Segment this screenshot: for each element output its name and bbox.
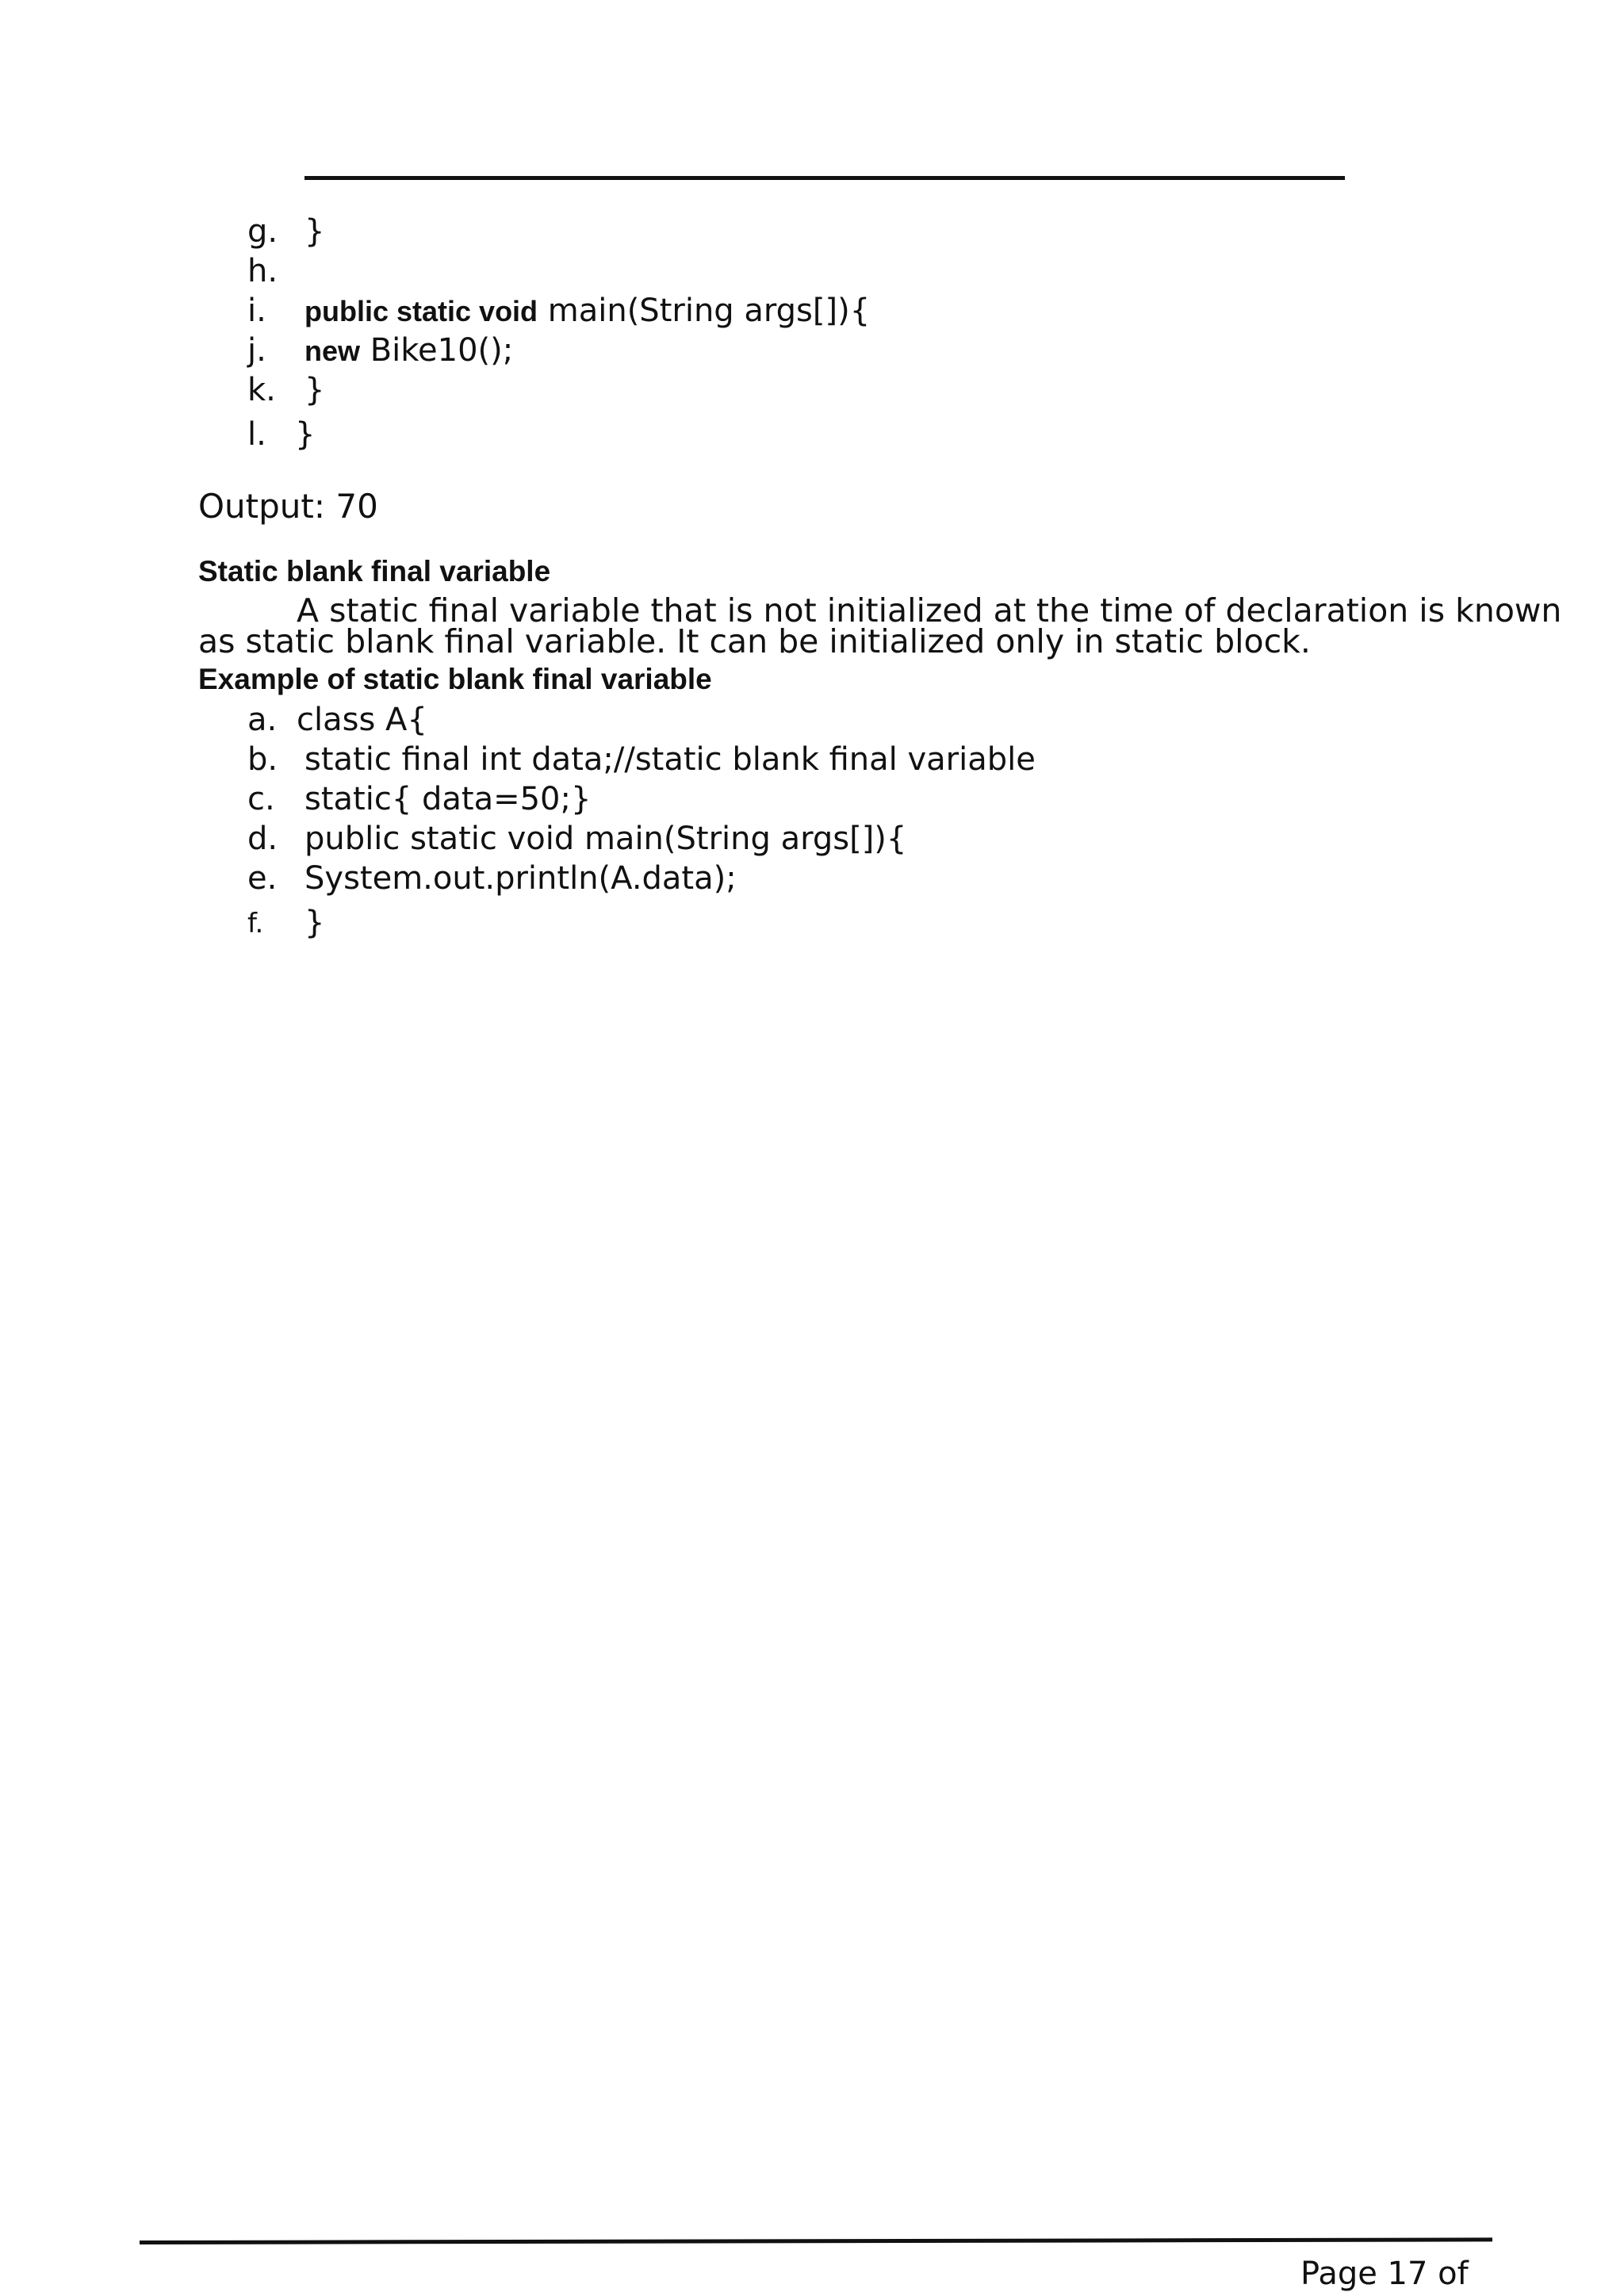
- paragraph-line: as static blank final variable. It can be initialized only in static block.: [198, 622, 1311, 660]
- list-marker: h.: [247, 253, 278, 289]
- footer-rule: [140, 2237, 1492, 2244]
- list-marker: i.: [247, 293, 266, 329]
- code-line: public static void main(String args[]){: [304, 821, 907, 857]
- list-marker: l.: [247, 416, 266, 453]
- code-line: static final int data;//static blank final variable: [304, 741, 1036, 778]
- output-text: Output: 70: [198, 487, 378, 526]
- code-line: }: [304, 905, 325, 941]
- header-rule: [304, 176, 1345, 180]
- page-number: Page 17 of: [1300, 2256, 1469, 2292]
- code-keyword: new: [304, 335, 361, 367]
- example-heading: Example of static blank final variable: [198, 663, 712, 695]
- list-marker: k.: [247, 372, 276, 408]
- code-line: }: [295, 416, 316, 453]
- list-marker: b.: [247, 741, 278, 778]
- list-marker: g.: [247, 213, 278, 250]
- list-marker: d.: [247, 821, 278, 857]
- code-line: static{ data=50;}: [304, 781, 592, 817]
- list-marker: j.: [247, 332, 266, 369]
- code-keyword: public static void: [304, 295, 538, 327]
- code-text: main(String args[]){: [538, 293, 871, 329]
- paragraph-line: A static final variable that is not initialized at the time of declaration is known: [297, 591, 1562, 629]
- list-marker: e.: [247, 860, 278, 897]
- code-line: [304, 332, 514, 369]
- code-line: }: [304, 372, 325, 408]
- code-line: class A{: [297, 702, 427, 738]
- code-line: }: [304, 213, 325, 250]
- code-line: System.out.println(A.data);: [304, 860, 737, 897]
- list-marker: c.: [247, 781, 275, 817]
- code-line: [304, 295, 870, 327]
- list-marker: a.: [247, 702, 278, 738]
- code-text: Bike10();: [360, 332, 514, 369]
- list-marker: f.: [247, 908, 264, 939]
- section-heading: Static blank final variable: [198, 555, 551, 587]
